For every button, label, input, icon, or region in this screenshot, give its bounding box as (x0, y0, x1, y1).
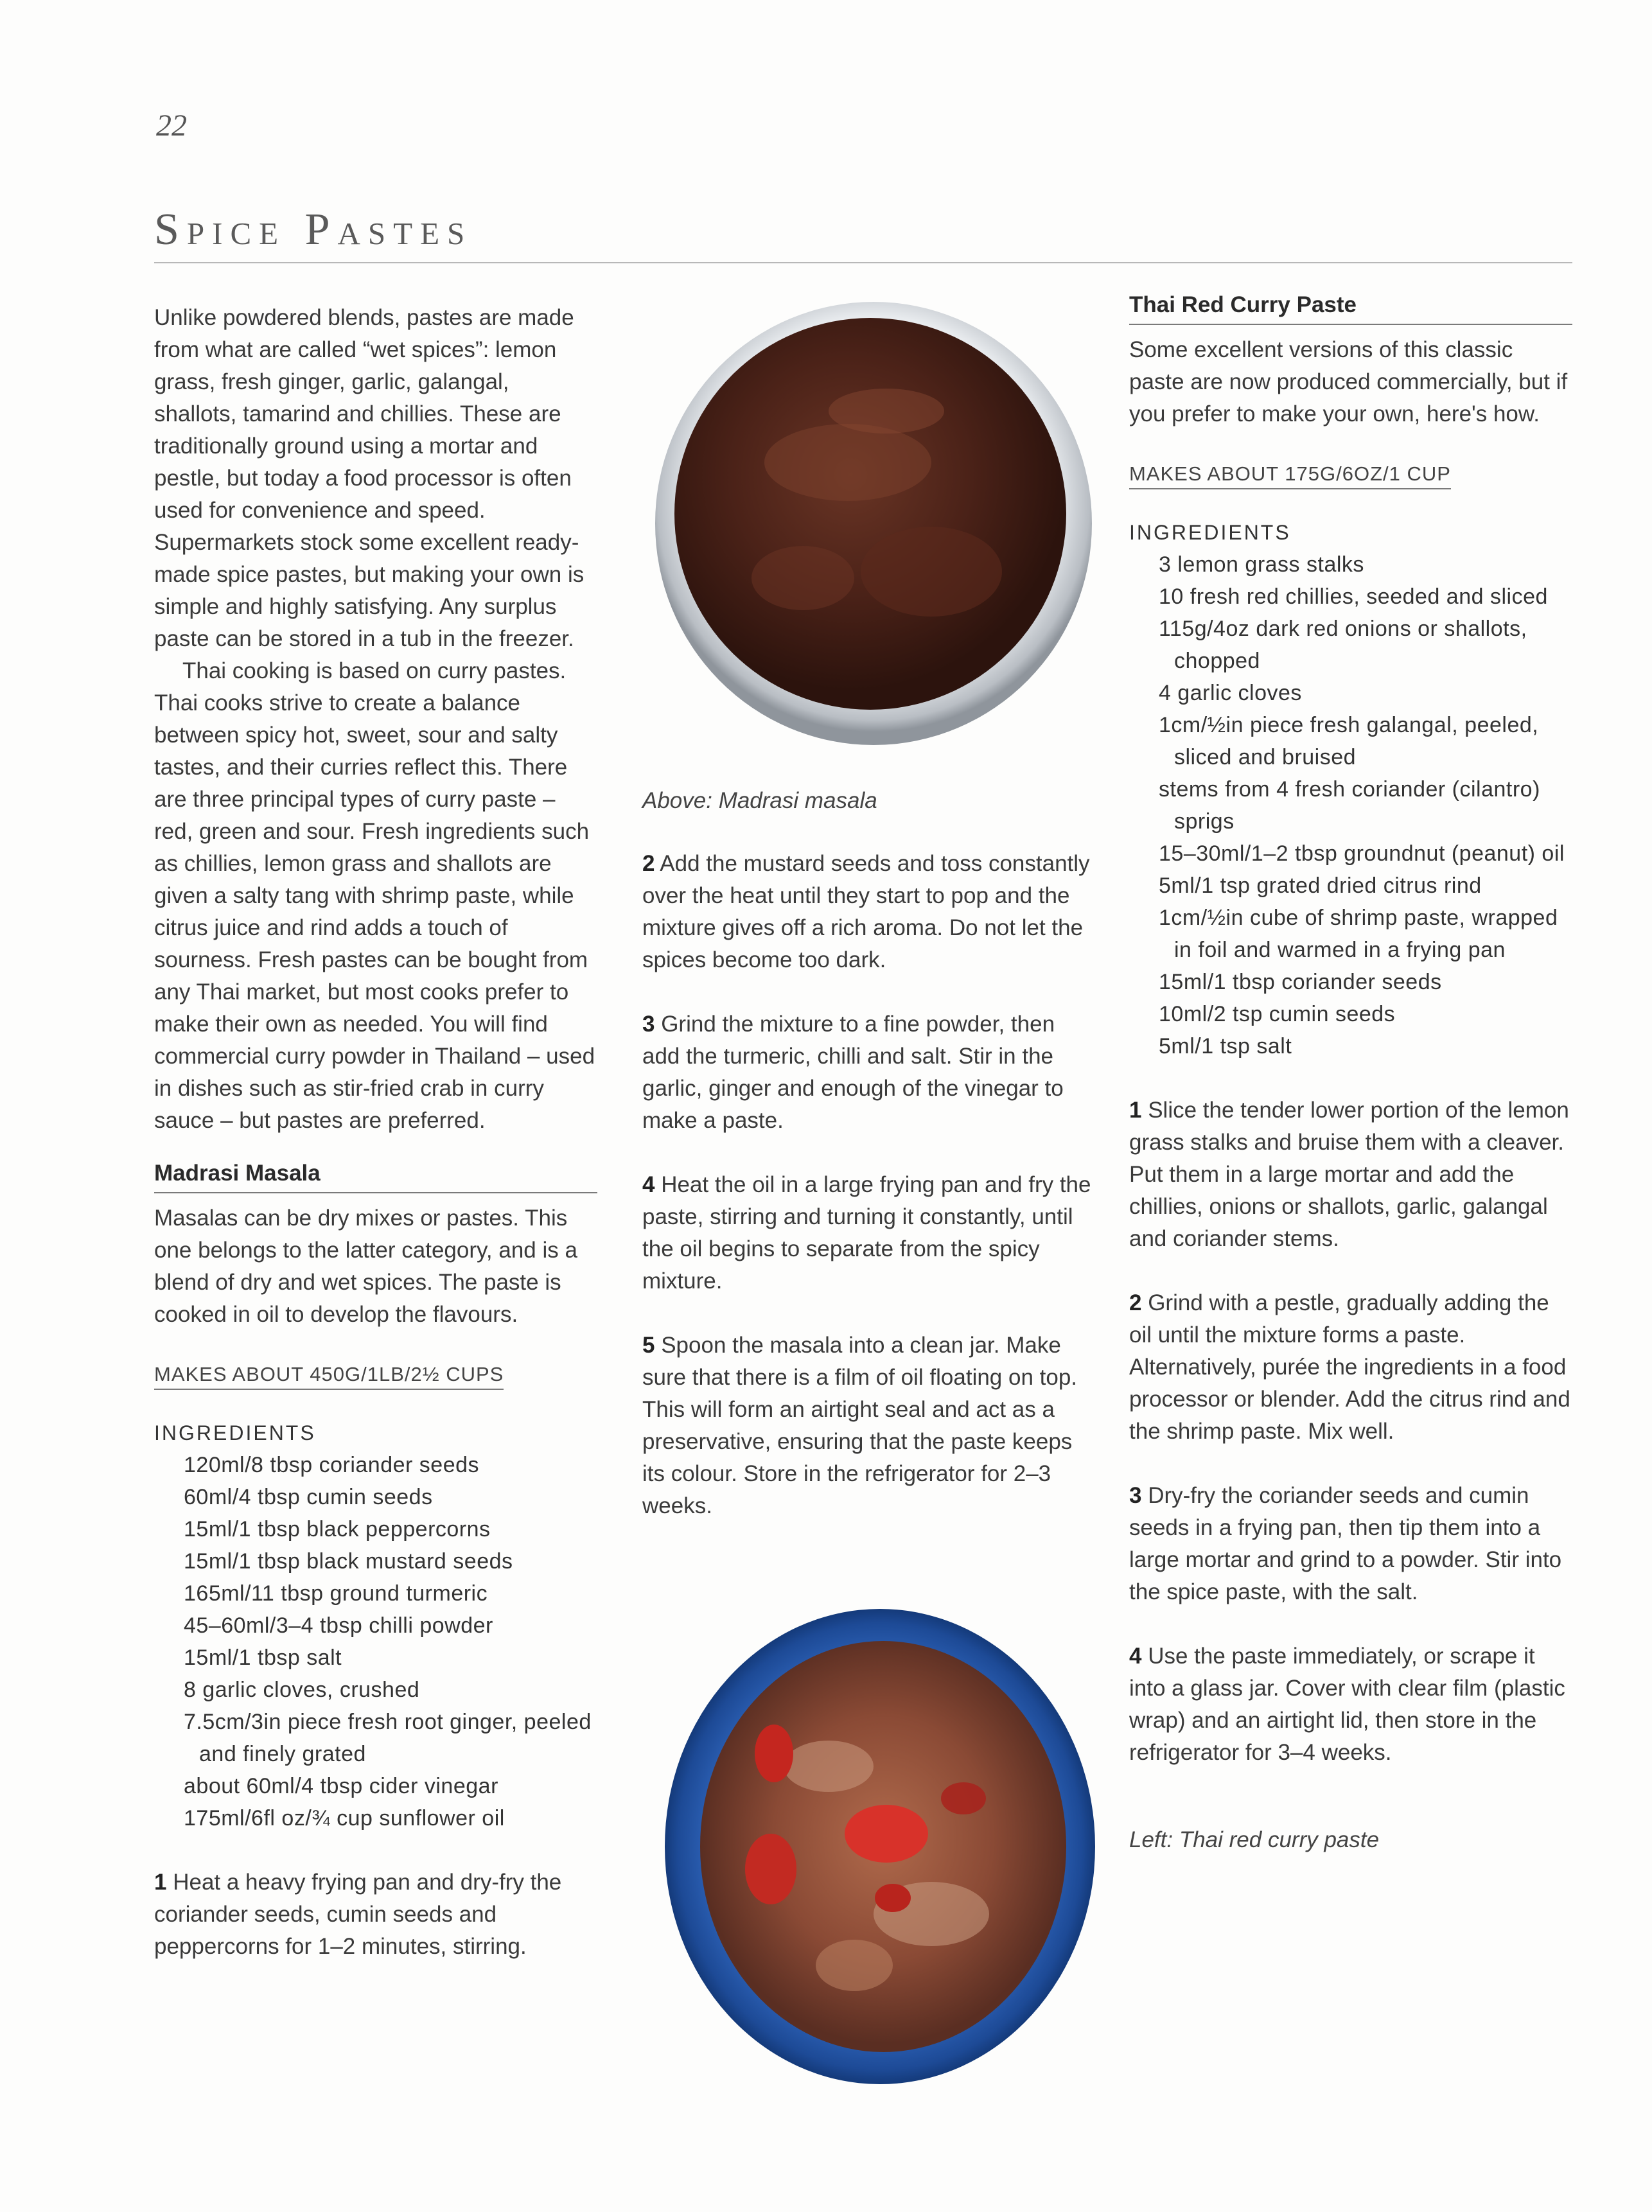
thai-step-4 (1129, 1640, 1572, 1769)
madrasi-step-1 (154, 1866, 597, 1963)
title-rule (154, 262, 1572, 263)
ingredient-item: 5ml/1 tsp grated dried citrus rind (1159, 873, 1482, 898)
right-column (1129, 290, 1572, 1856)
ingredient-item: 115g/4oz dark red onions or shallots, chopped (1159, 617, 1527, 673)
ingredient-item: 60ml/4 tbsp cumin seeds (184, 1485, 433, 1509)
thai-ingredients-label: INGREDIENTS (1129, 521, 1291, 544)
ingredient-item: 4 garlic cloves (1159, 681, 1302, 705)
step-number: 2 (1129, 1290, 1142, 1315)
madrasi-step-5 (642, 1330, 1092, 1522)
ingredient-item: 5ml/1 tsp salt (1159, 1034, 1292, 1058)
page-number: 22 (156, 109, 187, 143)
step-number: 1 (1129, 1098, 1142, 1123)
madrasi-ingredients-list (154, 1449, 597, 1834)
madrasi-ingredients-label: INGREDIENTS (154, 1421, 316, 1444)
madrasi-yield: MAKES ABOUT 450G/1LB/2½ CUPS (154, 1363, 504, 1390)
step-number: 1 (154, 1870, 167, 1895)
thai-yield: MAKES ABOUT 175G/6OZ/1 CUP (1129, 462, 1451, 489)
step-number: 3 (642, 1012, 655, 1037)
step-number: 4 (642, 1172, 655, 1197)
thai-step-1 (1129, 1094, 1572, 1255)
ingredient-item: 15ml/1 tbsp black peppercorns (184, 1517, 491, 1541)
thai-step-2 (1129, 1287, 1572, 1448)
step-text: Grind with a pestle, gradually adding the oil until the mixture forms a paste. Alternatively, purée the ingredients in a food processor or blender. Add the citrus rind and the shrimp paste. Mix well. (1129, 1290, 1570, 1444)
step-text: Spoon the masala into a clean jar. Make sure that there is a film of oil floating on top. This will form an airtight seal and act as a preservative, ensuring that the paste keeps its colour. Store in the refrigerator for 2–3 weeks. (642, 1333, 1078, 1518)
intro-paragraph-1: Unlike powdered blends, pastes are made from what are called “wet spices”: lemon grass, fresh ginger, garlic, galangal, shallots, tamarind and chillies. These are traditionally ground using a mortar and pestle, but today a food processor is often used for convenience and speed. Supermarkets stock some excellent ready-made spice pastes, but making your own is simple and highly satisfying. Any surplus paste can be stored in a tub in the freezer. (154, 305, 584, 651)
madrasi-heading: Madrasi Masala (154, 1159, 597, 1193)
step-text: Slice the tender lower portion of the lemon grass stalks and bruise them with a cleaver. Put them in a large mortar and add the chillies, onions or shallots, garlic, galangal and coriander stems. (1129, 1098, 1569, 1251)
step-text: Heat the oil in a large frying pan and fry the paste, stirring and turning it constantly, until the oil begins to separate from the spicy mixture. (642, 1172, 1091, 1294)
step-number: 5 (642, 1333, 655, 1358)
page-title: Spice Pastes (154, 205, 473, 254)
step-number: 4 (1129, 1644, 1142, 1669)
ingredient-item: about 60ml/4 tbsp cider vinegar (184, 1774, 498, 1798)
ingredient-item: 3 lemon grass stalks (1159, 552, 1364, 577)
ingredient-item: 1cm/½in cube of shrimp paste, wrapped in foil and warmed in a frying pan (1159, 906, 1558, 962)
ingredient-item: stems from 4 fresh coriander (cilantro) sprigs (1159, 777, 1540, 834)
step-number: 2 (642, 851, 655, 876)
ingredient-item: 15ml/1 tbsp black mustard seeds (184, 1549, 513, 1574)
ingredient-item: 120ml/8 tbsp coriander seeds (184, 1453, 480, 1477)
madrasi-step-4 (642, 1169, 1092, 1297)
madrasi-intro: Masalas can be dry mixes or pastes. This one belongs to the latter category, and is a blend of dry and wet spices. The paste is cooked in oil to develop the flavours. (154, 1206, 577, 1327)
madrasi-step-2 (642, 848, 1092, 976)
step-text: Grind the mixture to a fine powder, then add the turmeric, chilli and salt. Stir in the garlic, ginger and enough of the vinegar to make a paste. (642, 1012, 1064, 1133)
thai-step-3 (1129, 1480, 1572, 1608)
ingredient-item: 10ml/2 tsp cumin seeds (1159, 1002, 1396, 1026)
ingredient-item: 1cm/½in piece fresh galangal, peeled, sliced and bruised (1159, 713, 1539, 769)
step-text: Heat a heavy frying pan and dry-fry the coriander seeds, cumin seeds and peppercorns for 1–2 minutes, stirring. (154, 1870, 562, 1959)
ingredient-item: 15ml/1 tbsp salt (184, 1646, 342, 1670)
ingredient-item: 10 fresh red chillies, seeded and sliced (1159, 584, 1548, 609)
madrasi-masala-photo (655, 302, 1098, 751)
thai-red-curry-paste-photo (662, 1606, 1098, 2087)
ingredient-item: 45–60ml/3–4 tbsp chilli powder (184, 1613, 493, 1638)
ingredient-item: 7.5cm/3in piece fresh root ginger, peeled and finely grated (184, 1710, 592, 1766)
ingredient-item: 165ml/11 tbsp ground turmeric (184, 1581, 488, 1606)
thai-photo-caption: Left: Thai red curry paste (1129, 1827, 1380, 1852)
madrasi-photo-caption: Above: Madrasi masala (642, 788, 877, 813)
ingredient-item: 15ml/1 tbsp coriander seeds (1159, 970, 1442, 994)
step-number: 3 (1129, 1483, 1142, 1508)
step-text: Use the paste immediately, or scrape it into a glass jar. Cover with clear film (plastic wrap) and an airtight lid, then store in the refrigerator for 3–4 weeks. (1129, 1644, 1565, 1765)
ingredient-item: 175ml/6fl oz/¾ cup sunflower oil (184, 1806, 505, 1830)
thai-ingredients-list (1129, 549, 1572, 1062)
thai-intro: Some excellent versions of this classic paste are now produced commercially, but if you prefer to make your own, here's how. (1129, 337, 1568, 426)
thai-heading: Thai Red Curry Paste (1129, 290, 1572, 325)
intro-paragraph-2: Thai cooking is based on curry pastes. Thai cooks strive to create a balance between spicy hot, sweet, sour and salty tastes, and their curries reflect this. There are three principal types of curry paste – red, green and sour. Fresh ingredients such as chillies, lemon grass and shallots are given a salty tang with shrimp paste, while citrus juice and rind adds a touch of sourness. Fresh pastes can be bought from any Thai market, but most cooks prefer to make their own as needed. You will find commercial curry powder in Thailand – used in dishes such as stir-fried crab in curry sauce – but pastes are preferred. (154, 658, 595, 1133)
ingredient-item: 8 garlic cloves, crushed (184, 1678, 420, 1702)
left-column (154, 302, 597, 1963)
step-text: Add the mustard seeds and toss constantly over the heat until they start to pop and the mixture gives off a rich aroma. Do not let the spices become too dark. (642, 851, 1090, 972)
step-text: Dry-fry the coriander seeds and cumin seeds in a frying pan, then tip them into a large mortar and grind to a powder. Stir into the spice paste, with the salt. (1129, 1483, 1562, 1604)
ingredient-item: 15–30ml/1–2 tbsp groundnut (peanut) oil (1159, 841, 1565, 866)
madrasi-step-3 (642, 1008, 1092, 1137)
